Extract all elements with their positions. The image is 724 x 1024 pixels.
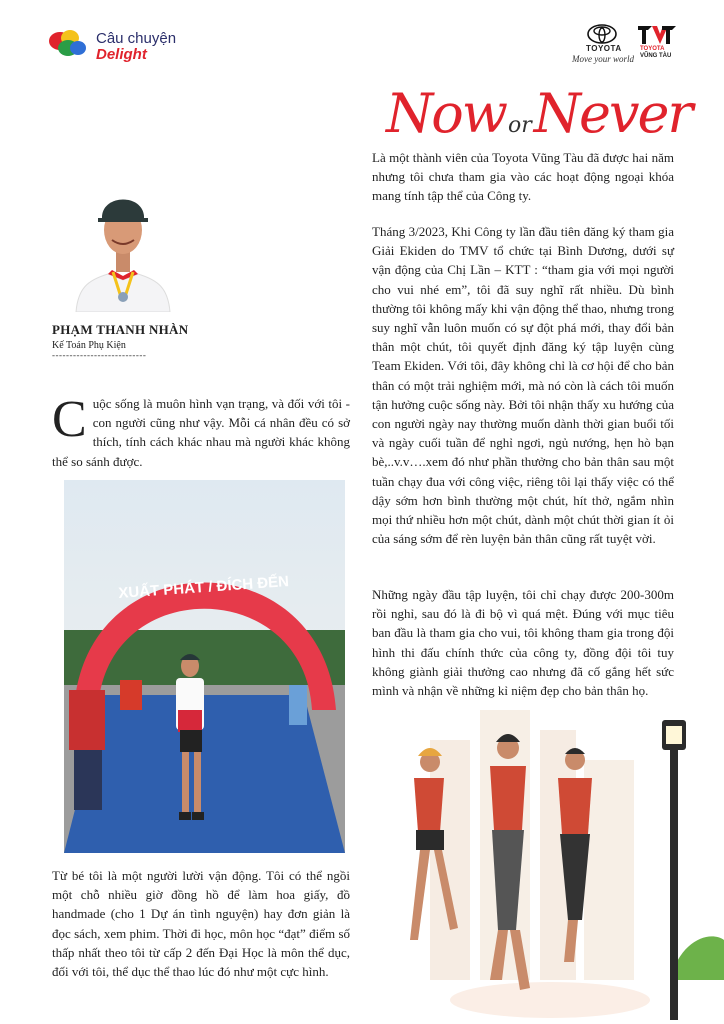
- arch-banner-text: XUẤT PHÁT / ĐÍCH ĐẾN: [117, 573, 290, 602]
- toyota-emblem-icon: [582, 24, 622, 44]
- title-part-now: Now: [386, 82, 506, 145]
- runners-illustration: [370, 700, 724, 1024]
- toyota-wordmark: TOYOTA: [586, 44, 622, 53]
- article-title: [386, 82, 691, 145]
- author-name: PHẠM THANH NHÀN: [52, 322, 189, 337]
- author-portrait: [68, 176, 178, 312]
- author-role: Kế Toán Phụ Kiện: [52, 340, 126, 351]
- body-paragraph-3: Những ngày đầu tập luyện, tôi chỉ chạy được 200-300m rồi nghỉ, sau đó là đi bộ vì quá mệt. Đúng với mục tiêu ban đầu là tham gia cho vui, tôi không tham gia trong đội hình thi đấu chính thức của công ty, đồng đội tôi tuy không giành giải thưởng cao nhưng đã cố gắng hết sức mình và nhận về những kỉ niệm đẹp cho bản thân họ.: [372, 587, 674, 699]
- childhood-paragraph: Từ bé tôi là một người lười vận động. Tôi có thể ngồi một chỗ nhiều giờ đồng hồ để làm hoa giấy, đồ handmade (cho 1 Dự án tình nguyện) hay đơn giản là đọc sách, xem phim. Thời đi học, môn học “đạt” điểm số thấp nhất theo tôi từ cấp 2 đến Đại Học là môn thể dục, đối với tôi, thể dục thể thao lúc đó như một cực hình.: [52, 868, 350, 980]
- title-part-or: or: [507, 113, 532, 138]
- dealer-name-line1: TOYOTA: [640, 46, 665, 52]
- drop-cap: C: [52, 391, 87, 448]
- dealer-name-line2: VŨNG TÀU: [640, 53, 672, 59]
- body-paragraph-2: Tháng 3/2023, Khi Công ty lần đầu tiên đăng ký tham gia Giải Ekiden do TMV tổ chức tại Bình Dương, dưới sự vận động của Chị Lần – KTT : “tham gia với mọi người cho vui nhé em”, tôi đã suy nghĩ rất nhiều. Dù bình thường tôi không mấy khi vận động thể thao, nhưng trong suy nghĩ vẫn luôn muốn có sự đột phá mới, thay đổi bản thân một chút, tôi quyết định đăng ký tập luyện cùng Team Ekiden. Với tôi, đây không chỉ là cơ hội để cho bản thân có một trải nghiệm mới, mà nó còn là cách tôi muốn tận hưởng cuộc sống này. Bởi tôi nhận thấy xu hướng của con người ngày nay thường muốn dành thời gian buổi tối và ngày cuối tuần để nghỉ ngơi, ngủ nướng, hẹn hò bạn bè,..v.v….xem đó như phần thưởng cho bản thân sau một tuần chạy đua với công việc, riêng tôi lại thấy việc có thể dậy sớm hơn bình thường một chút, hít thở, ngắm nhìn mọi thứ nhiều hơn một chút, dành một chút thời gian ít ỏi của sáng sớm để rèn luyện bản thân cũng rất tuyệt vời.: [372, 224, 674, 547]
- tvt-emblem-icon: [636, 24, 676, 46]
- toyota-tagline: Move your world: [572, 54, 634, 64]
- author-divider: ---------------------------: [52, 350, 147, 360]
- intro-text: uộc sống là muôn hình vạn trạng, và đối với tôi - con người cũng như vậy. Mỗi cá nhân đều có sở thích, tính cách khác nhau mà người khác không thể so sánh được.: [52, 396, 350, 469]
- body-paragraph-1: Là một thành viên của Toyota Vũng Tàu đã được hai năm nhưng tôi chưa tham gia vào các hoạt động ngoại khóa mang tính tập thể của Công ty.: [372, 150, 674, 204]
- brand-title-line1: Câu chuyện: [96, 30, 177, 47]
- intro-paragraph: [52, 391, 350, 471]
- title-part-never: Never: [533, 82, 692, 145]
- brand-title-line2: Delight: [96, 46, 147, 63]
- race-photo: [64, 480, 345, 853]
